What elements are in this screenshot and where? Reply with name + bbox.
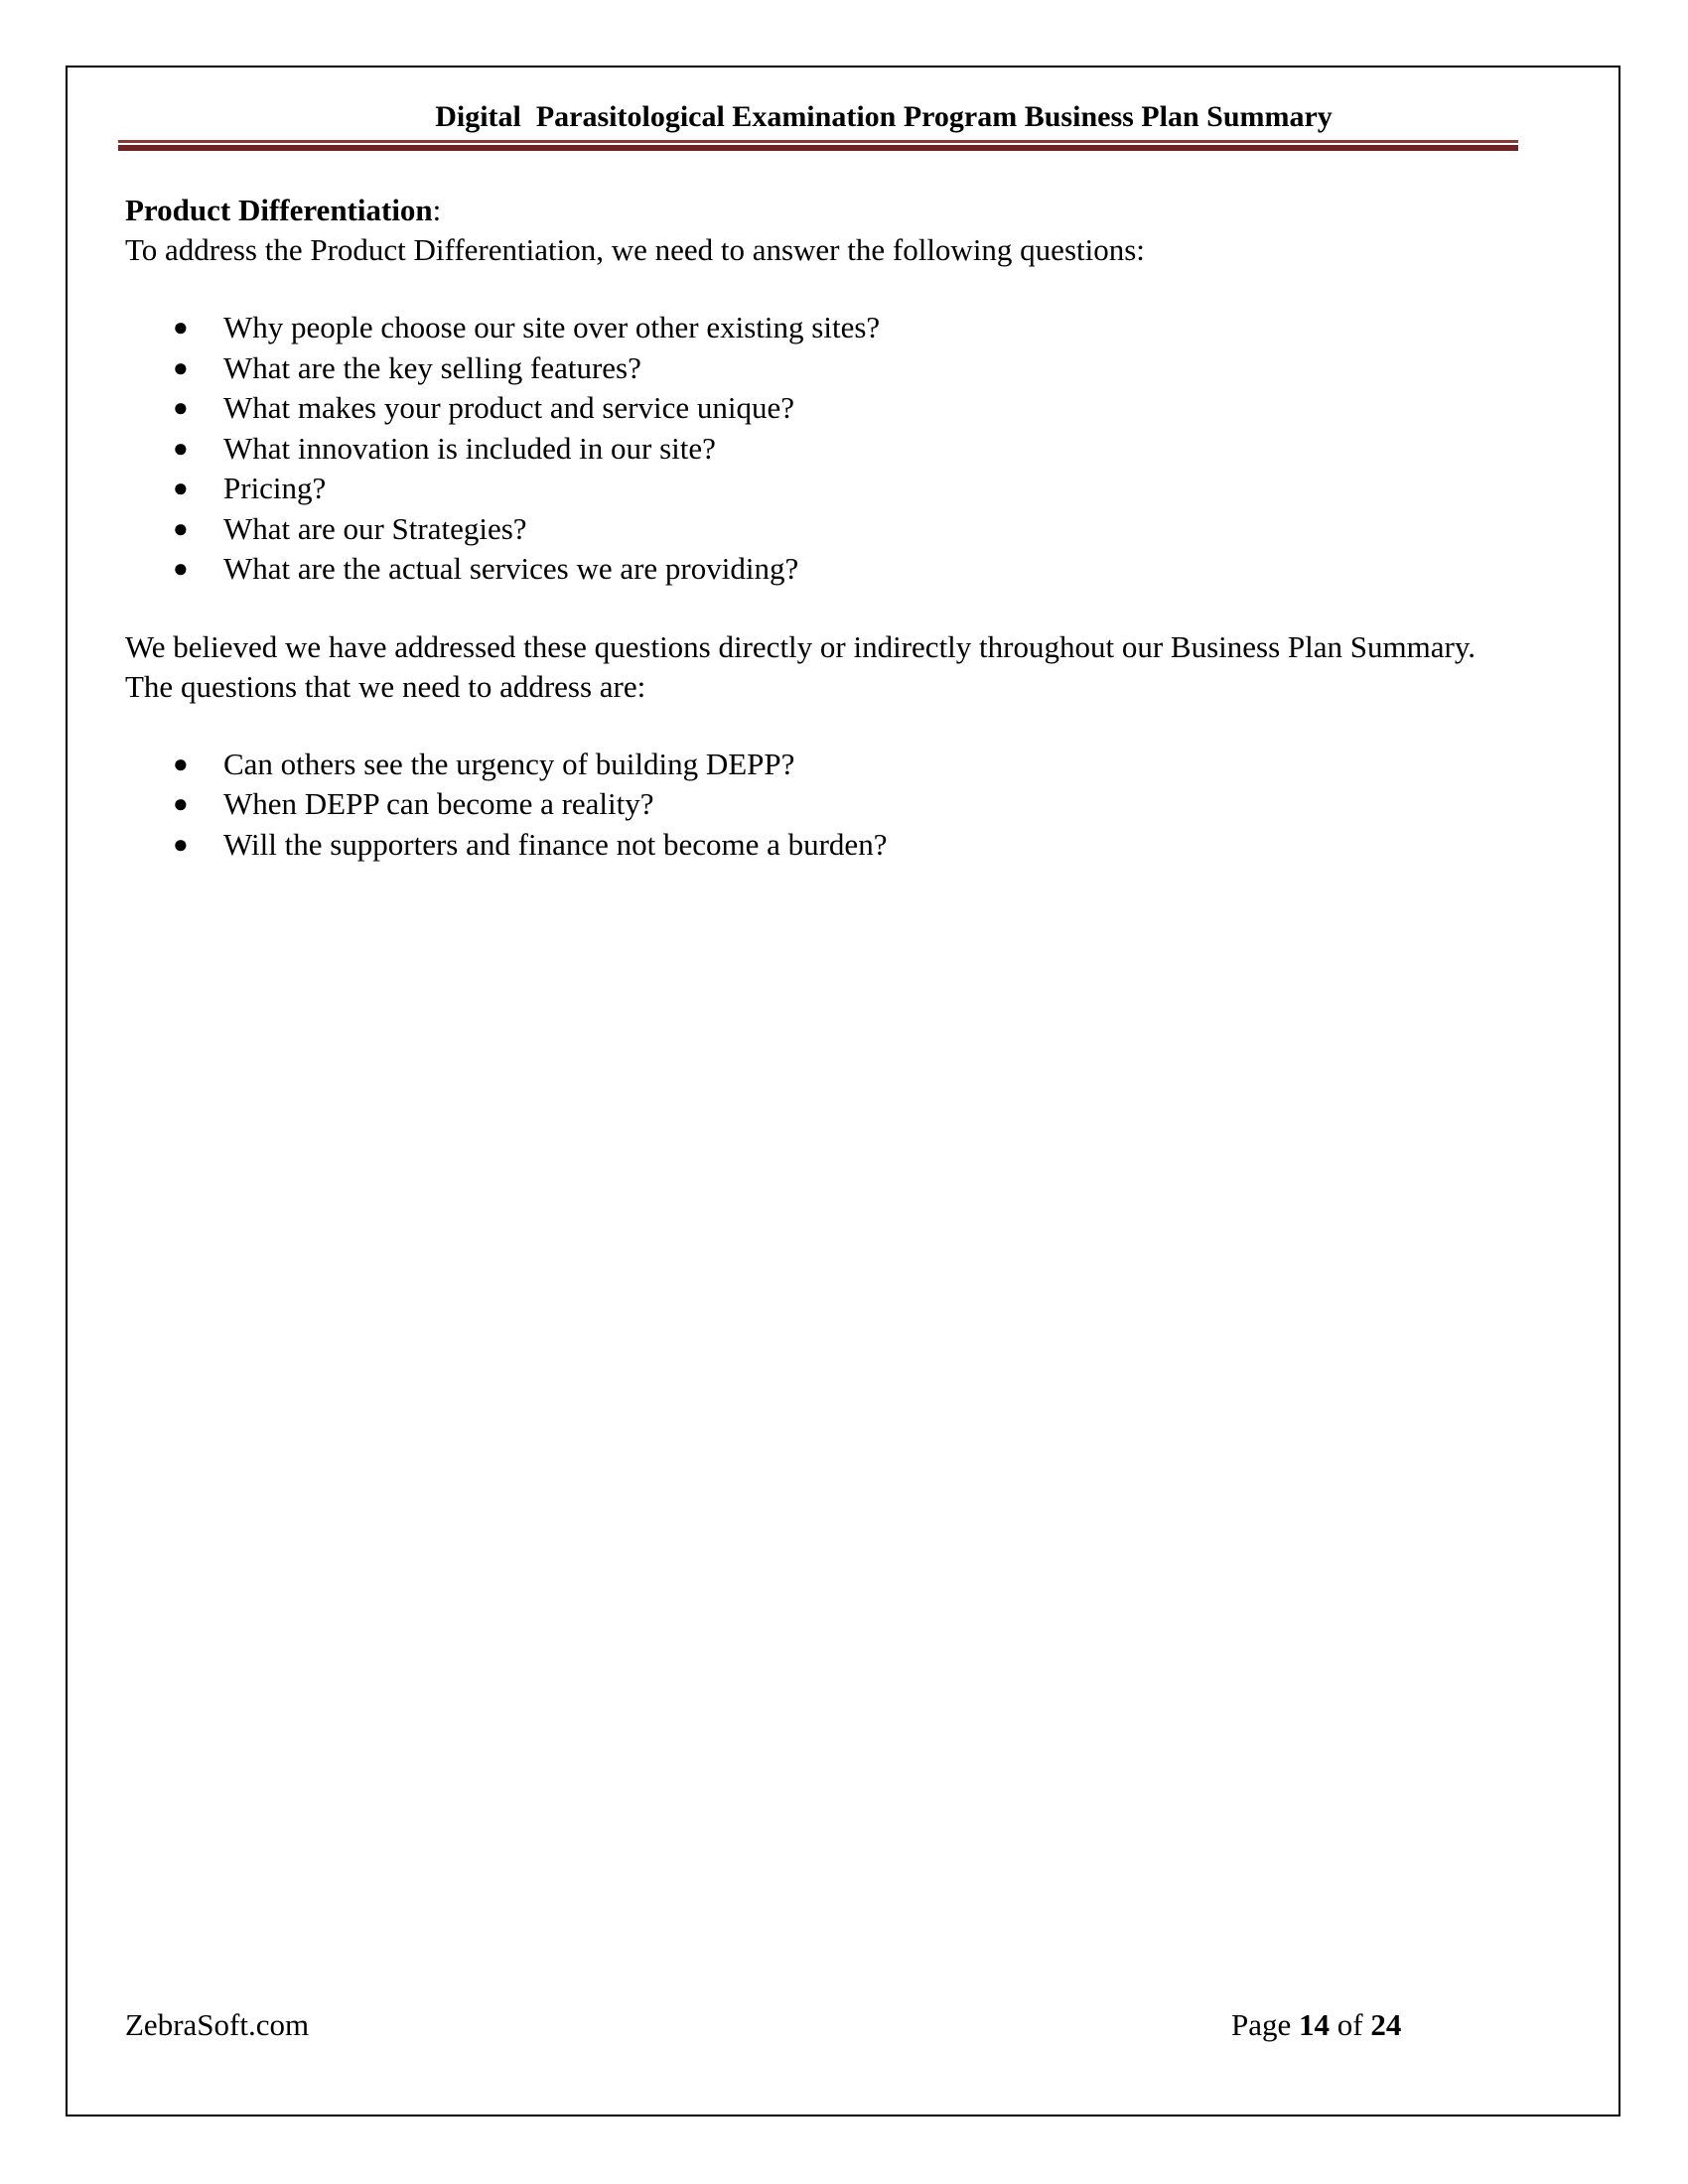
list-item — [125, 549, 1495, 590]
page-label: Page — [1231, 2007, 1300, 2042]
list-item-text: Pricing? — [223, 471, 327, 505]
main-content — [125, 191, 1495, 902]
section-heading-colon: : — [432, 193, 442, 227]
list-item — [125, 308, 1495, 348]
bullet-icon: ● — [173, 393, 189, 422]
bullet-icon: ● — [173, 513, 189, 543]
list-item-text: Will the supporters and finance not become a burden? — [223, 826, 888, 862]
list-item-text: What are the key selling features? — [223, 349, 641, 385]
list-item — [125, 469, 1495, 509]
list-item — [125, 825, 1495, 866]
bullet-icon: ● — [173, 829, 189, 859]
remaining-questions-list — [125, 745, 1495, 866]
questions-list — [125, 308, 1495, 590]
bullet-icon: ● — [173, 749, 189, 778]
bullet-icon: ● — [173, 313, 189, 341]
list-item-text: What are the actual services we are providing? — [223, 551, 799, 586]
list-item-text: What innovation is included in our site? — [223, 430, 716, 466]
list-item-text: What makes your product and service unique? — [223, 390, 795, 425]
current-page: 14 — [1299, 2007, 1331, 2042]
list-item — [125, 745, 1495, 785]
list-item — [125, 429, 1495, 470]
footer-site: ZebraSoft.com — [125, 2007, 310, 2042]
page-header-title: Digital Parasitological Examination Program Business Plan Summary — [435, 100, 1333, 133]
summary-paragraph: We believed we have addressed these questions directly or indirectly throughout our Business Plan Summary. The questions that we need to address are: — [125, 628, 1477, 704]
bullet-icon: ● — [173, 352, 189, 382]
bullet-icon: ● — [173, 433, 189, 463]
header-rule-thick — [118, 145, 1518, 151]
list-item — [125, 388, 1495, 429]
list-item — [125, 348, 1495, 389]
list-item — [125, 509, 1495, 550]
section-heading-text: Product Differentiation — [125, 193, 433, 227]
header-rule — [118, 140, 1518, 152]
bullet-icon: ● — [173, 554, 189, 583]
of-label: of — [1330, 2007, 1371, 2042]
section-heading — [125, 191, 1495, 230]
bullet-icon: ● — [173, 474, 189, 502]
intro-paragraph: To address the Product Differentiation, we need to answer the following questions: — [125, 232, 1145, 267]
list-item-text: When DEPP can become a reality? — [223, 786, 654, 821]
list-item-text: What are our Strategies? — [223, 510, 527, 546]
total-pages: 24 — [1370, 2007, 1402, 2042]
list-item-text: Why people choose our site over other existing sites? — [223, 310, 881, 344]
bullet-icon: ● — [173, 789, 189, 818]
list-item-text: Can others see the urgency of building DEPP? — [223, 746, 795, 781]
header-rule-thin — [118, 140, 1518, 143]
list-item — [125, 784, 1495, 825]
footer-page-number — [1231, 2007, 1401, 2043]
